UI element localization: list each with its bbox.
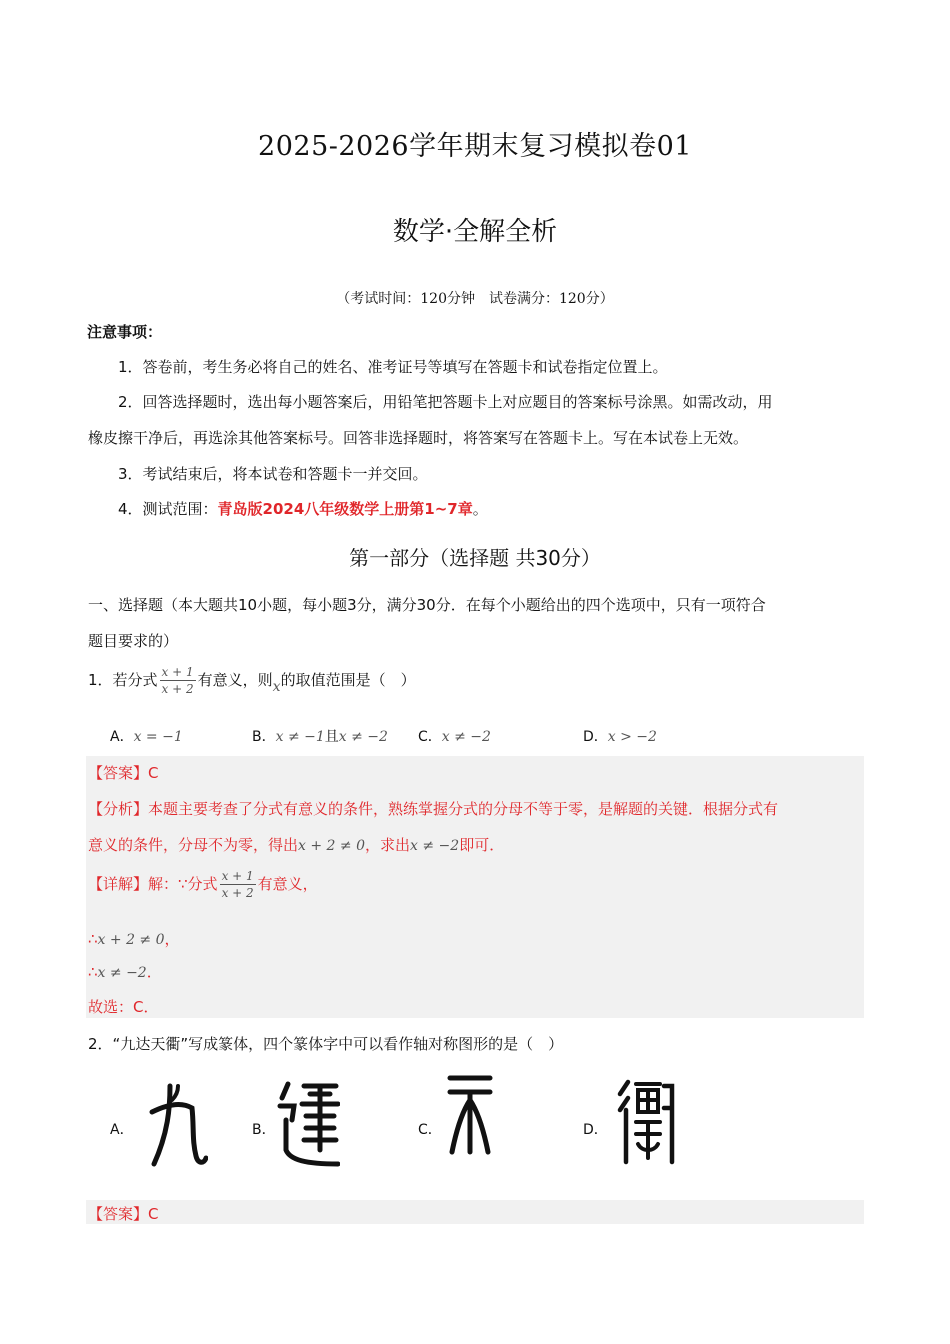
q2-option-b-seal-image[interactable]	[276, 1080, 340, 1170]
notice-item-4-prefix: 4．测试范围：	[118, 500, 218, 518]
q1-conclusion: 故选：C．	[88, 998, 159, 1016]
q1-detail-frac-denominator: x + 2	[221, 886, 254, 900]
q1-analysis-b2: ，求出	[365, 836, 411, 854]
q1-frac-denominator: x + 2	[161, 682, 194, 696]
q1-analysis-tag: 【分析】	[88, 800, 149, 818]
q2-option-b-label: B．	[252, 1122, 276, 1138]
notice-item-3: 3．考试结束后，将本试卷和答题卡一并交回。	[118, 465, 428, 483]
test-range: 青岛版2024八年级数学上册第1~7章	[217, 500, 473, 518]
q2-option-c-seal-image[interactable]	[446, 1072, 494, 1160]
q1-variable: x	[272, 679, 281, 695]
q1-answer-value: C	[148, 764, 159, 782]
q2-answer-value: C	[148, 1205, 159, 1223]
notice-item-4	[118, 498, 488, 519]
q1-therefore-2: ∴	[88, 963, 98, 981]
q1-analysis-a	[88, 798, 778, 819]
q1-step-2-math: x ≠ −2	[97, 965, 147, 981]
q1-option-a[interactable]	[110, 726, 183, 746]
question-1-stem	[88, 664, 416, 697]
q1-option-c-text: x ≠ −2	[441, 729, 491, 745]
q1-step-2-end: ．	[146, 963, 162, 981]
q1-mid: 有意义，则	[197, 671, 273, 689]
q1-option-d-text: x > −2	[607, 729, 657, 745]
q1-answer-tag: 【答案】	[88, 764, 149, 782]
q1-therefore-1: ∴	[88, 930, 98, 948]
notice-item-2b: 橡皮擦干净后，再选涂其他答案标号。回答非选择题时，将答案写在答题卡上。写在本试卷上无效。	[88, 429, 749, 447]
question-2-stem: 2．“九达天衢”写成篆体，四个篆体字中可以看作轴对称图形的是（ ）	[88, 1035, 564, 1053]
q1-detail-fraction	[220, 868, 256, 901]
q1-frac-numerator: x + 1	[161, 665, 194, 679]
q1-step-1-end: ，	[164, 930, 180, 948]
q2-answer-tag: 【答案】	[88, 1205, 149, 1223]
q1-option-d[interactable]	[583, 726, 657, 746]
q2-option-d-seal-image[interactable]	[616, 1078, 676, 1166]
q1-detail	[88, 868, 318, 901]
q1-option-d-label: D．	[583, 729, 608, 745]
exam-info: （考试时间：120分钟 试卷满分：120分）	[336, 291, 614, 307]
q1-option-c[interactable]	[418, 726, 491, 746]
q1-analysis-b	[88, 834, 504, 855]
q2-option-a-seal-image[interactable]	[148, 1078, 208, 1168]
q1-prefix: 1．若分式	[88, 671, 158, 689]
q1-step-2	[88, 961, 162, 982]
section-heading: 第一部分（选择题 共30分）	[349, 546, 601, 570]
q1-option-b-text-1: x ≠ −1	[275, 729, 325, 745]
q1-fraction	[160, 664, 196, 697]
q2-option-c-label: C．	[418, 1122, 442, 1138]
section-instruction-b: 题目要求的）	[88, 632, 179, 650]
notice-item-2a: 2．回答选择题时，选出每小题答案后，用铅笔把答题卡上对应题目的答案标号涂黑。如需改动，用	[118, 393, 773, 411]
exam-title: 2025-2026学年期末复习模拟卷01	[258, 131, 692, 162]
q1-option-a-text: x = −1	[133, 729, 183, 745]
q2-answer	[88, 1203, 159, 1224]
q1-analysis-b3: 即可．	[459, 836, 505, 854]
q1-analysis-math-2: x ≠ −2	[410, 838, 460, 854]
q1-analysis-b1: 意义的条件，分母不为零，得出	[88, 836, 299, 854]
q1-solution-box	[86, 756, 864, 1018]
q1-suffix: 的取值范围是（ ）	[280, 671, 416, 689]
q1-step-1-math: x + 2 ≠ 0	[97, 932, 165, 948]
section-instruction-a: 一、选择题（本大题共10小题，每小题3分，满分30分．在每个小题给出的四个选项中，只有一项符合	[88, 596, 766, 614]
q1-option-a-label: A．	[110, 729, 134, 745]
q2-option-a-label: A．	[110, 1122, 134, 1138]
q2-solution-box	[86, 1200, 864, 1224]
q1-detail-text-a: 解：∵分式	[148, 875, 218, 893]
q1-detail-tag: 【详解】	[88, 875, 149, 893]
q1-detail-frac-numerator: x + 1	[221, 869, 254, 883]
q1-option-b-label: B．	[252, 729, 276, 745]
q1-step-1	[88, 928, 180, 949]
q1-option-b-text-2: x ≠ −2	[338, 729, 388, 745]
q1-analysis-math-1: x + 2 ≠ 0	[298, 838, 365, 854]
q1-option-b-and: 且	[324, 729, 339, 745]
q2-option-d-label: D．	[583, 1122, 608, 1138]
q1-option-c-label: C．	[418, 729, 442, 745]
q1-analysis-text-a: 本题主要考查了分式有意义的条件，熟练掌握分式的分母不等于零，是解题的关键．根据分式有	[148, 800, 779, 818]
notice-heading: 注意事项：	[87, 323, 163, 341]
q1-answer	[88, 762, 159, 783]
q1-detail-text-b: 有意义，	[257, 875, 318, 893]
exam-subtitle: 数学·全解全析	[392, 217, 558, 247]
notice-item-4-suffix: 。	[472, 500, 488, 518]
notice-item-1: 1．答卷前，考生务必将自己的姓名、准考证号等填写在答题卡和试卷指定位置上。	[118, 358, 668, 376]
q1-option-b[interactable]	[252, 726, 388, 746]
